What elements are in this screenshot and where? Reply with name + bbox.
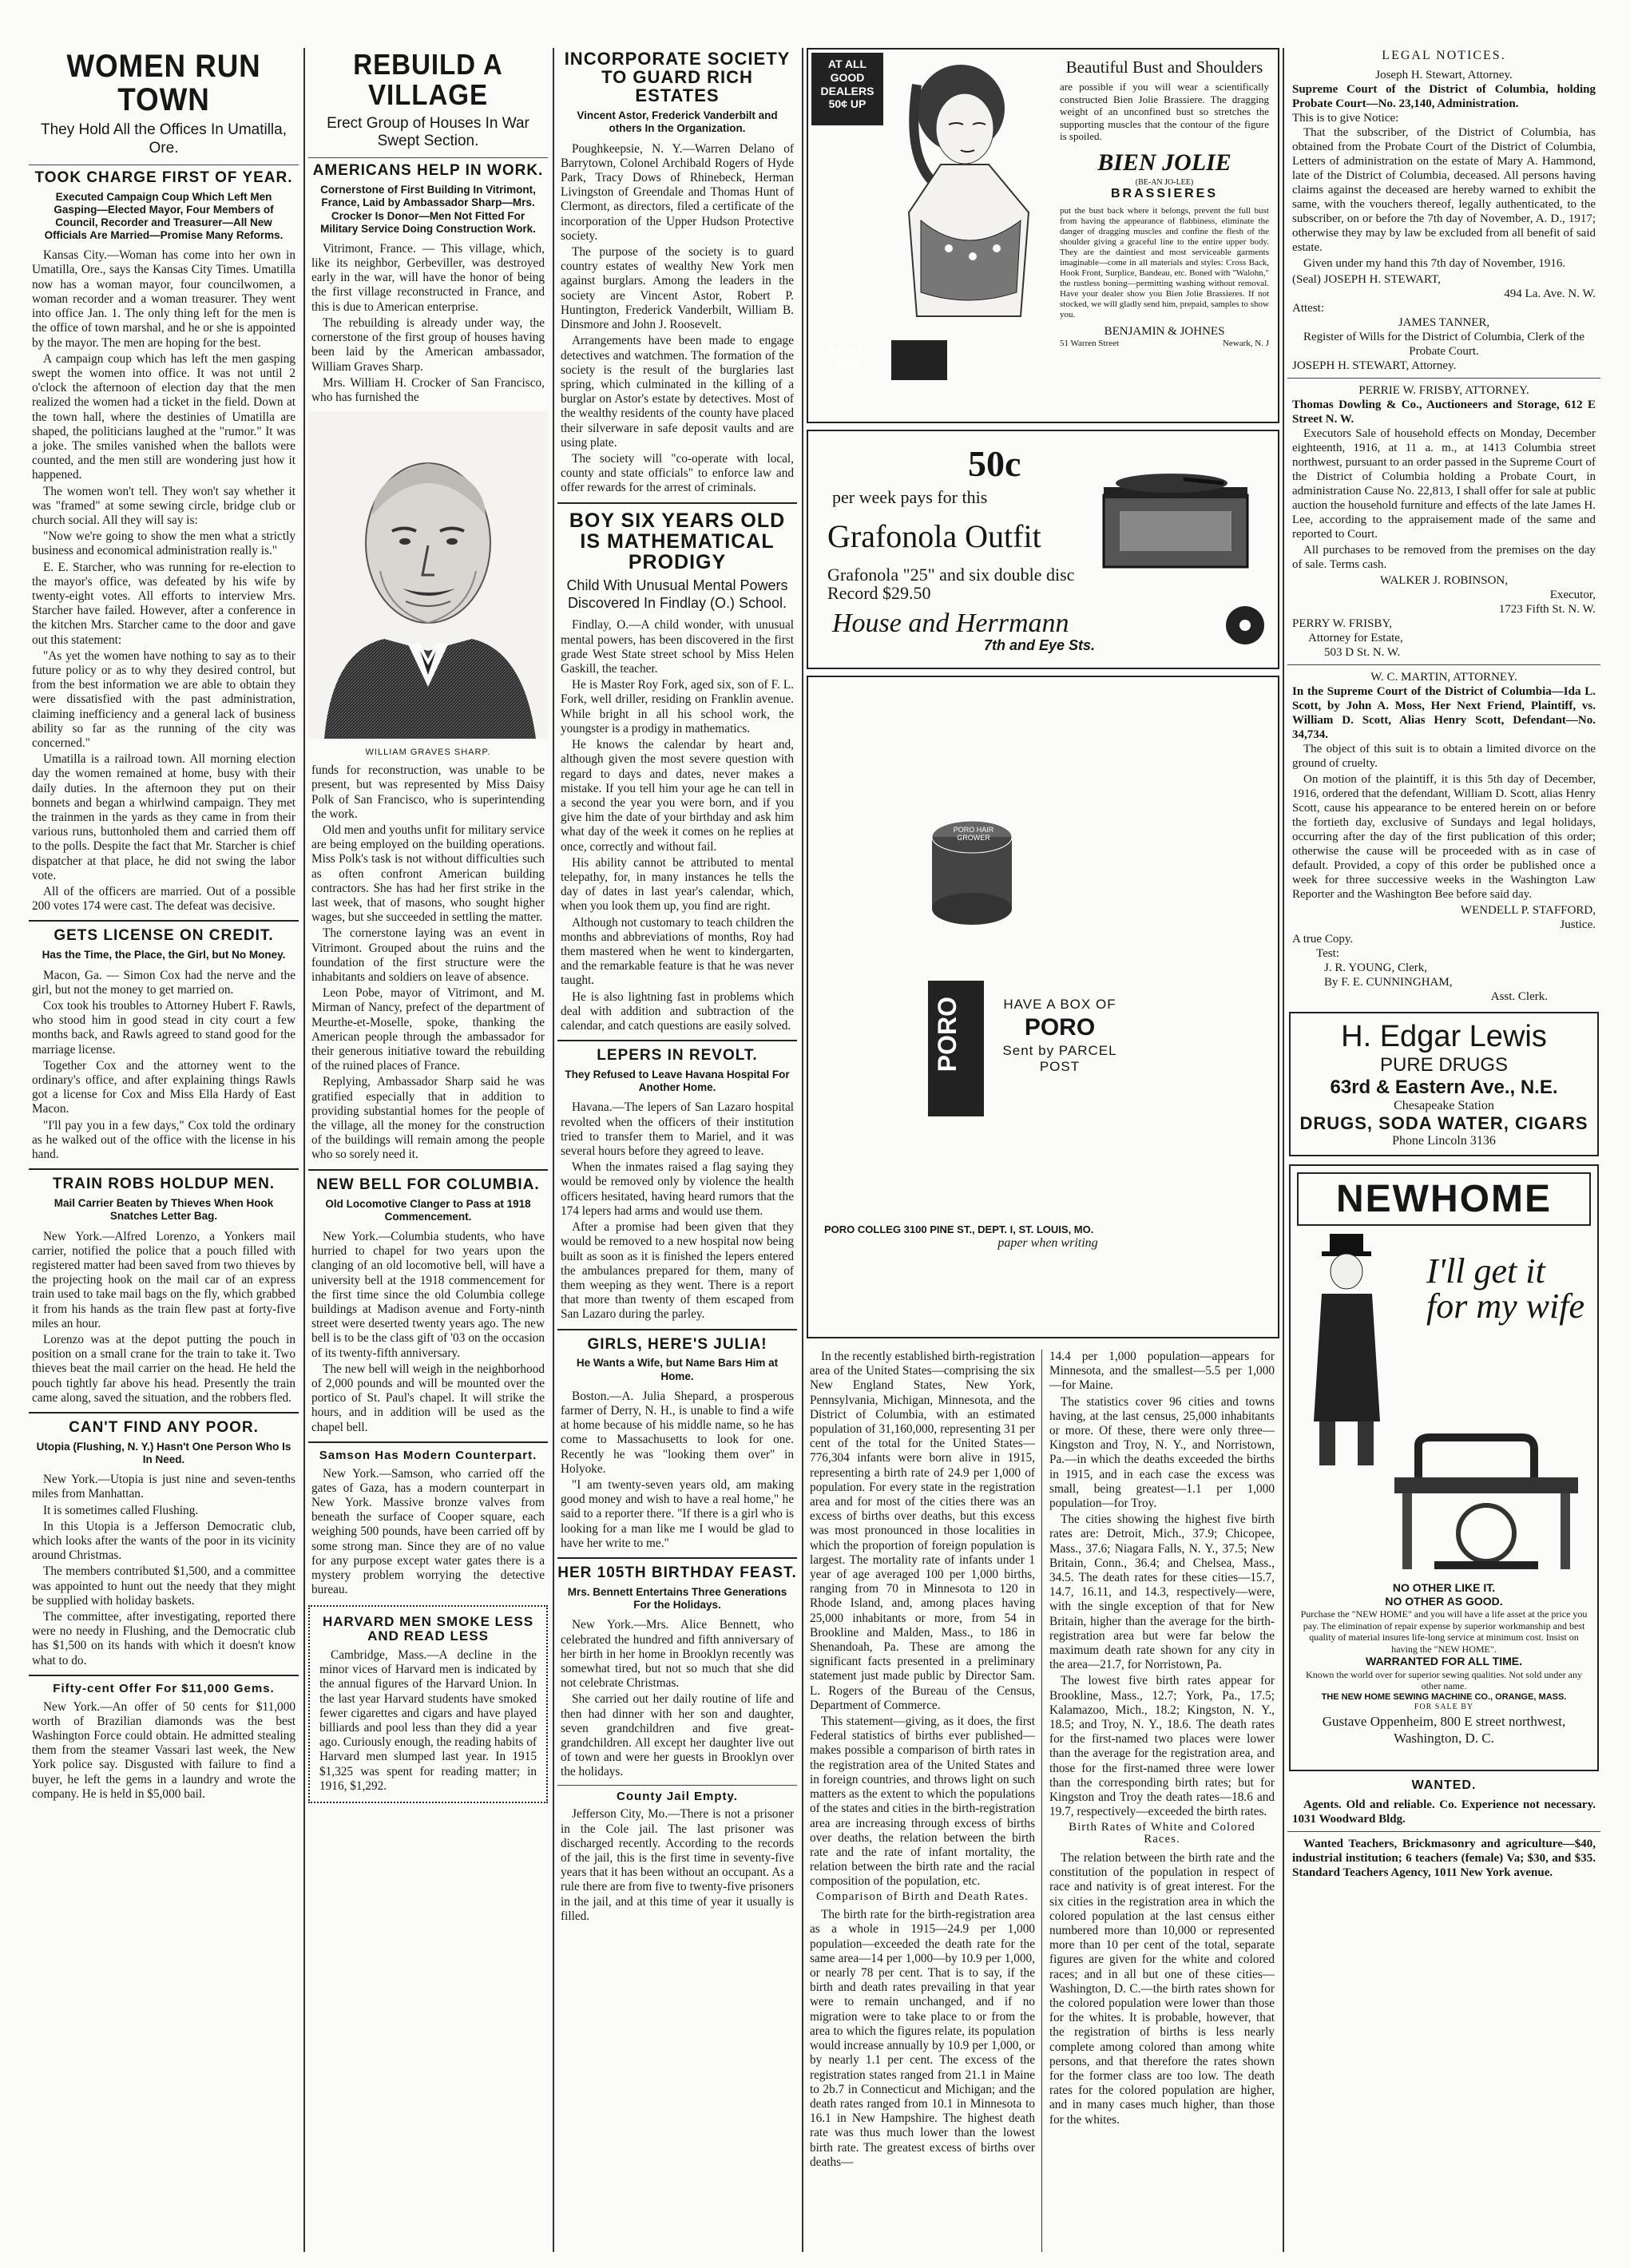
- headline-harvard: HARVARD MEN SMOKE LESS AND READ LESS: [322, 1614, 534, 1644]
- wanted-agents-text: Agents. Old and reliable. Co. Experience not necessary. 1031 Woodward Bldg.: [1292, 1798, 1596, 1826]
- article-samson: [311, 1467, 545, 1598]
- notice-stewart: [1292, 68, 1596, 373]
- ad-benjamin-johnes: BENJAMIN & JOHNES: [1104, 324, 1225, 338]
- notice-line: By F. E. CUNNINGHAM,: [1324, 975, 1453, 989]
- subhead-girls-julia: He Wants a Wife, but Name Bars Him at Home.: [576, 1357, 779, 1382]
- man-illustration: [1302, 1230, 1390, 1469]
- article-new-bell: [311, 1230, 545, 1435]
- box-harvard: [308, 1605, 548, 1803]
- notice-line: PERRIE W. FRISBY, ATTORNEY.: [1358, 383, 1529, 397]
- lewis-address: 63rd & Eastern Ave., N.E.: [1330, 1076, 1558, 1098]
- ad-bust-copy-2: put the bust back where it belongs, prevent the full bust from having the appearance of flabbiness, eliminate the danger of dragging muscles and confine the flesh of the shoulder giving a graceful line to the entire upper body. They are the daintiest and most serviceable garments imaginable—come in all materials and styles: Cross Back, Hook Front, Surplice, Bandeau, etc. Boned with "Walohn," the rustless boning—permitting washing without removal. Have your dealer show you Bien Jolie Brassieres. If not stocked, we will gladly send him, prepaid, samples to show you.: [1060, 205, 1269, 319]
- ad-bust-street: 51 Warren Street: [1060, 338, 1120, 348]
- ad-bien-jolie-brand: BIEN JOLIE: [1097, 149, 1231, 176]
- paragraph: The new bell will weigh in the neighborhood of 2,000 pounds and will be mounted over the portico of St. Paul's chapel. It will strike the hours, and in addition will be used as the chapel bell.: [311, 1362, 545, 1434]
- notice-frisby: [1292, 383, 1596, 660]
- paragraph: His ability cannot be attributed to mental telepathy, for, in many instances he tells the day of dates in last year's calendar, which, when you look them up, you find are right.: [561, 855, 794, 914]
- portrait-william-graves-sharp: [308, 411, 548, 757]
- new-home-purchase-copy: Purchase the "NEW HOME" and you will have a life asset at the price you pay. The elimination of repair expense by superior workmanship and best quality of material insures life-long service at minimum cost. Insist on having the "NEW HOME".: [1300, 1608, 1588, 1655]
- ad-brassieres-label: BRASSIERES: [1110, 186, 1219, 200]
- ad-grafonola-per-week: per week pays for this: [832, 487, 988, 507]
- notice-line: (Seal) JOSEPH H. STEWART,: [1292, 272, 1441, 286]
- poro-address: PORO COLLEG 3100 PINE ST., DEPT. I, ST. LOUIS, MO.: [824, 1223, 1094, 1235]
- article-rebuild-village-cont: [311, 763, 545, 1162]
- deck-rebuild-village: Erect Group of Houses In War Swept Section.: [327, 114, 529, 150]
- subhead-white-colored: Birth Rates of White and Colored Races.: [1069, 1820, 1255, 1846]
- headline-rebuild-village: REBUILD A VILLAGE: [353, 48, 503, 111]
- article-lepers: [561, 1100, 794, 1322]
- ad-bien-jolie: [807, 48, 1279, 423]
- notice-line: 503 D St. N. W.: [1324, 645, 1401, 659]
- paragraph: The society will "co-operate with local, county and state officials" to enforce law and offer rewards for the arrest of criminals.: [561, 451, 794, 495]
- headline-new-bell: NEW BELL FOR COLUMBIA.: [316, 1176, 540, 1193]
- lewis-name: H. Edgar Lewis: [1341, 1019, 1547, 1053]
- article-harvard: [319, 1648, 537, 1794]
- ad-bust-copy: are possible if you will wear a scientifically constructed Bien Jolie Brassiere. The dragging weight of an unconfined bust so stretches the supporting muscles that the contour of the figure is spoiled.: [1060, 81, 1269, 143]
- paragraph: The birth rate for the birth-registration area as a whole in 1915—24.9 per 1,000 population—exceeded the death rate for the same area—14 per 1,000—by 10.9 per 1,000, or nearly 78 per cent. That is to say, if the birth and death rates prevailing in that year were to remain unchanged, and if no migration were to take place to or from the area to which the figures relate, its population would increase annually by 10.9 per 1,000, or by nearly 1.1 per cent. The excess of the registration states ranged from 21.1 in Maine to 2b.7 in Connecticut and Michigan; and the death rates ranged from 10.1 in Minnesota to 16.1 in New Hampshire. The highest death rate was thus much lower than the lowest birth rate. The greatest excess of births over deaths—: [810, 1908, 1035, 2169]
- notice-line: Justice.: [1560, 918, 1596, 931]
- paragraph: Macon, Ga. — Simon Cox had the nerve and the girl, but not the money to get married on.: [32, 968, 295, 997]
- notice-line: In the Supreme Court of the District of Columbia—Ida L. Scott, by John A. Moss, Her Next Friend, Plaintiff, vs. William D. Scott, Alias Henry Scott, Defendant—No. 34,734.: [1292, 684, 1596, 741]
- poro-brand: PORO: [1024, 1014, 1096, 1041]
- paragraph: New York.—An offer of 50 cents for $11,000 worth of Brazilian diamonds was the best Washington Force could obtain. He admitted stealing them from the steamer Vassari last week, the New York police say. Disgusted with failure to find a buyer, he left the gems in a laundry and wrote the company. He is held in $5,000 bail.: [32, 1699, 295, 1801]
- notice-line: PERRY W. FRISBY,: [1292, 617, 1393, 630]
- headline-train-robs: TRAIN ROBS HOLDUP MEN.: [52, 1176, 276, 1193]
- ad-bust-address: [1060, 339, 1269, 348]
- sewing-machine-icon: [1386, 1429, 1586, 1573]
- notice-line: JOSEPH H. STEWART, Attorney.: [1292, 359, 1457, 372]
- paragraph: New York.—Columbia students, who have hurried to chapel for two years upon the clanging of an old locomotive bell, will have a university bell at the 1918 commencement for the first time since the old Columbia college buildings at Madison avenue and Forty-ninth street were deserted twenty years ago. The new bell is to be the class gift of '03 on the occasion of its twenty-fifth anniversary.: [311, 1229, 545, 1360]
- new-home-dealer: Gustave Oppenheim, 800 E street northwest, Washington, D. C.: [1322, 1714, 1566, 1747]
- notice-line: Supreme Court of the District of Columbia, holding Probate Court—No. 23,140, Administration.: [1292, 82, 1596, 110]
- notice-line: Attest:: [1292, 301, 1324, 315]
- ad-woman-illustration: [885, 53, 1053, 404]
- paragraph: He is Master Roy Fork, aged six, son of F. L. Fork, well driller, residing on Franklin avenue. While bright in all his school work, the youngster is a prodigy in mathematics.: [561, 678, 794, 736]
- poro-tin-label: PORO HAIR GROWER: [953, 826, 994, 842]
- lewis-drugs-soda: DRUGS, SODA WATER, CIGARS: [1299, 1112, 1588, 1133]
- paragraph: Umatilla is a railroad town. All morning election day the women remained at home, busy with their daily duties. In the afternoon they put on their bonnets and began a whirlwind campaign. They met the trainmen in the yards as they came in from their various runs, buttonholed them and carried them off to the polls. Despite the fact that Mr. Starcher is chief dispatcher at that place, he did not swing the labor vote.: [32, 752, 295, 882]
- paragraph: The statistics cover 96 cities and towns having, at the last census, 25,000 inhabitants or more. Of these, there were only three—Kingston and Troy, N. Y., and Norristown, Pa.—in which the deaths exceeded the births in 1915, and in each case the excess was small, being greatest—1.1 per 1,000 population—for Troy.: [1049, 1394, 1275, 1511]
- paragraph: The committee, after investigating, reported there were no needy in Flushing, and the Democratic club has $1,500 on its hands with which it doesn't know what to do.: [32, 1610, 295, 1667]
- legal-notices-title: LEGAL NOTICES.: [1382, 49, 1506, 62]
- article-women-run-town: [32, 248, 295, 914]
- headline-fifty-cent-offer: Fifty-cent Offer For $11,000 Gems.: [53, 1681, 275, 1695]
- paragraph: Replying, Ambassador Sharp said he was gratified especially that in addition to providing substantial homes for the people of the village, all the money for the construction of the buildings will remain among the people who so sorely need it.: [311, 1075, 545, 1162]
- paragraph: Poughkeepsie, N. Y.—Warren Delano of Barrytown, Colonel Archibald Rogers of Hyde Park, Tracy Dows of Rhinebeck, Herman Livingston of Greendale and Thomas Hunt of Clermont, as directors, filed a certificate of the incorporation of the Upper Hudson Protective society.: [561, 141, 794, 243]
- subhead-105th-birthday: Mrs. Bennett Entertains Three Generations For the Holidays.: [567, 1586, 787, 1612]
- paragraph: Havana.—The lepers of San Lazaro hospital revolted when the officers of their institution tried to transfer them to Mariel, and it was several hours before they agreed to leave.: [561, 1100, 794, 1159]
- ad-style-number: STYLE 4525: [828, 345, 865, 371]
- notice-line: WALKER J. ROBINSON,: [1379, 573, 1508, 587]
- notice-line: Executor,: [1549, 588, 1596, 601]
- paragraph: All of the officers are married. Out of a possible 200 votes 174 were cast. The defeat was decisive.: [32, 885, 295, 914]
- paragraph: "Now we're going to show the men what a strictly business and economical administration really is.": [32, 529, 295, 558]
- subhead-cant-find-poor: Utopia (Flushing, N. Y.) Hasn't One Person Who Is In Need.: [36, 1440, 291, 1466]
- paragraph: It is sometimes called Flushing.: [43, 1503, 199, 1517]
- headline-cant-find-poor: CAN'T FIND ANY POOR.: [69, 1418, 259, 1436]
- notice-line: Given under my hand this 7th day of November, 1916.: [1303, 256, 1566, 270]
- notice-line: Thomas Dowling & Co., Auctioneers and Storage, 612 E Street N. W.: [1292, 398, 1596, 426]
- ad-grafonola-offer: Grafonola "25" and six double disc Record $29.50: [827, 565, 1075, 604]
- paragraph: "I am twenty-seven years old, am making good money and wish to have a real home," he said to a reporter there. "If there is a girl who is looking for a man like me I would be glad to have her write to me.": [561, 1478, 794, 1550]
- new-home-slogan: I'll get it for my wife: [1426, 1251, 1584, 1326]
- article-girls-julia: [561, 1390, 794, 1551]
- portrait-engraving: [308, 411, 548, 739]
- paragraph: Together Cox and the attorney went to the ordinary's office, and after explaining things Rawls got a license for Cox and Miss Ella Hardy of East Macon.: [32, 1058, 295, 1116]
- article-boy-prodigy: [561, 618, 794, 1033]
- paragraph: 14.4 per 1,000 population—appears for Minnesota, and the smallest—5.5 per 1,000—for Maine.: [1049, 1350, 1275, 1393]
- ad-bust-title: Beautiful Bust and Shoulders: [1065, 57, 1263, 77]
- ad-poro: [807, 676, 1279, 1338]
- deck-incorporate-society: Vincent Astor, Frederick Vanderbilt and others In the Organization.: [577, 109, 778, 135]
- poro-note: paper when writing: [997, 1236, 1098, 1250]
- paragraph: Findlay, O.—A child wonder, with unusual mental powers, has been discovered in the first grade West State street school by Miss Helen Gaskill, the teacher.: [561, 618, 794, 676]
- headline-boy-prodigy: BOY SIX YEARS OLD IS MATHEMATICAL PRODIGY: [569, 509, 786, 574]
- ad-new-home: [1289, 1164, 1599, 1771]
- paragraph: Kansas City.—Woman has come into her own in Umatilla, Ore., says the Kansas City Times. Umatilla now has a woman mayor, four councilwomen, a woman recorder and a woman treasurer. They went into office Jan. 1. The only thing left for the men is the office of town marshal, and he or she is appointed by the mayor. The men are hoping for the best.: [32, 248, 295, 350]
- paragraph: The purpose of the society is to guard country estates of wealthy New York men against burglars. Among the leaders in the society are Vincent Astor, Robert P. Huntington, Frederick Vanderbilt, William B. Dinsmore and John J. Roosevelt.: [561, 245, 794, 332]
- paragraph: Vitrimont, France. — This village, which, like its neighbor, Gerbeviller, was destroyed early in the war, will have the honor of being the first village reconstructed in France, and this is due to American enterprise.: [311, 241, 545, 314]
- ads-area: [807, 48, 1279, 1342]
- notice-line: On motion of the plaintiff, it is this 5th day of December, 1916, ordered that the defendant, William D. Scott, alias Henry Scott, cause his appearance to be entered herein on or before the fortieth day, exclusive of Sundays and legal holidays, occurring after the day of the first publication of this order; otherwise the cause will be proceeded with as in case of default. Provided, a copy of this order be published once a week for three successive weeks in the Washington Law Reporter and the Washington Bee before said day.: [1292, 772, 1596, 901]
- notice-line: WENDELL P. STAFFORD,: [1460, 903, 1596, 917]
- ad-bien-jolie-pronunciation: (BE-AN JO-LEE): [1135, 177, 1194, 187]
- headline-gets-license: GETS LICENSE ON CREDIT.: [54, 927, 274, 945]
- article-incorporate-society: [561, 142, 794, 496]
- wanted-teachers: [1292, 1837, 1596, 1880]
- paragraph: Lorenzo was at the depot putting the pouch in position on a small crane for the train to take it. Two thieves beat the mail carrier on the head. He held the pouch tightly far above his head. Presently the train came along, saved the situation, and the robbers fled.: [32, 1332, 295, 1405]
- ad-dealers-badge: AT ALL GOOD DEALERS 50¢ UP: [811, 53, 883, 125]
- paragraph: The rebuilding is already under way, the cornerstone of the first group of houses having been laid by the American ambassador, William Graves Sharp.: [311, 315, 545, 374]
- paragraph: "I'll pay you in a few days," Cox told the ordinary as he walked out of the office with the license in his hand.: [32, 1118, 295, 1161]
- paragraph: Although not customary to teach children the months and abbreviations of months, Roy had them mastered when he went to kindergarten, and the remarkable feature is that he was never taught.: [561, 915, 794, 988]
- article-train-robs: [32, 1230, 295, 1406]
- portrait-caption: WILLIAM GRAVES SHARP.: [365, 747, 491, 758]
- paragraph: The members contributed $1,500, and a committee was appointed to hunt out the needy that they might be supplied with holiday baskets.: [32, 1564, 295, 1608]
- birth-statistics-part-2: [1046, 1350, 1278, 2252]
- paragraph: funds for reconstruction, was unable to be present, but was represented by Miss Daisy Polk of San Francisco, who is superintending the work.: [311, 763, 545, 821]
- ad-house-herrmann-address: 7th and Eye Sts.: [984, 637, 1096, 653]
- paragraph: Old men and youths unfit for military service are being employed on the building operations. Miss Polk's task is not without difficulties such as often confront American building contractors. She has had her first strike in the last week, that of masons, who sought higher wages, but she succeeded in settling the matter.: [311, 823, 545, 925]
- notice-line: JAMES TANNER,: [1398, 315, 1490, 329]
- deck-women-run-town: They Hold All the Offices In Umatilla, Ore.: [41, 121, 287, 157]
- paragraph: The cities showing the highest five birth rates are: Detroit, Mich., 37.9; Chicopee, Mass., 37.6; Niagara Falls, N. Y., 37.5; New Britain, Conn., 36.4; and Chelsea, Mass., 34.5. The death rates for these cities—15.7, 14.7, 16.11, and 14.3, respectively—were, with the single exception of that for New Britain, higher than the average for the birth-registration area but were far below the maximum death rate shown for any city in the area—21.7, for Norristown, Pa.: [1049, 1513, 1275, 1672]
- ad-grafonola-price: 50c: [968, 443, 1021, 484]
- wanted-title: WANTED.: [1411, 1778, 1477, 1792]
- article-105th-birthday: [561, 1618, 794, 1779]
- notice-line: That the subscriber, of the District of Columbia, has obtained from the Probate Court of the District of Columbia, Letters of administration on the estate of Mary A. Hammond, late of the District of Columbia, deceased. All persons having claims against the deceased are hereby warned to exhibit the same, with the vouchers thereof, legally authenticated, to the subscriber, on or before the 7th day of November, A. D., 1917; otherwise they may by law be excluded from all benefit of said estate.: [1292, 125, 1596, 254]
- headline-county-jail: County Jail Empty.: [617, 1789, 738, 1803]
- lewis-phone: Phone Lincoln 3136: [1392, 1133, 1496, 1148]
- poro-ad-copy: [1000, 997, 1120, 1075]
- paragraph: "As yet the women have nothing to say as to their future policy or as to why they desired control, but from the best information we are able to obtain they were dissatisfied with the past administration, claiming inefficiency and a general lack of business ability so far as the running of the city was concerned.": [32, 648, 295, 750]
- paragraph: The women won't tell. They won't say whether it was "framed" at some sewing circle, bridge club or church social. All they will say is:: [32, 484, 295, 527]
- summary-women-run-town: Executed Campaign Coup Which Left Men Gasping—Elected Mayor, Four Members of Council, Recorder and Treasurer—All New Officials Are Married—Promise Many Reforms.: [44, 190, 284, 242]
- headline-lepers: LEPERS IN REVOLT.: [597, 1047, 758, 1065]
- summary-rebuild-village: Cornerstone of First Building In Vitrimont, France, Laid by Ambassador Sharp—Mrs. Crocker Is Donor—Men Not Fitted For Military Service Doing Construction Work.: [320, 184, 536, 235]
- paragraph: In this Utopia is a Jefferson Democratic club, which looks after the wants of the poor in its vicinity around Christmas.: [32, 1519, 295, 1563]
- article-county-jail: [561, 1807, 794, 1924]
- article-gets-license: [32, 969, 295, 1163]
- article-fifty-cent-offer: [32, 1700, 295, 1802]
- new-home-warranted: WARRANTED FOR ALL TIME.: [1366, 1655, 1522, 1668]
- notice-line: The object of this suit is to obtain a limited divorce on the ground of cruelty.: [1292, 742, 1596, 770]
- wanted-teachers-text: Wanted Teachers, Brickmasonry and agriculture—$40, industrial institution; 6 teachers (female) Va; $30, and $35. Standard Teachers Agency, 1011 New York avenue.: [1292, 1837, 1596, 1879]
- paragraph: Leon Pobe, mayor of Vitrimont, and M. Mirman of Nancy, prefect of the department of Meurthe-et-Moselle, spoke, thanking the American people through the ambassador for their generous initiative toward the rebuilding of the ruined places of France.: [311, 986, 545, 1073]
- ad-house-herrmann: House and Herrmann: [832, 609, 1069, 638]
- notice-line: Joseph H. Stewart, Attorney.: [1375, 68, 1513, 81]
- ad-bien-jolie-copy: [1060, 57, 1269, 348]
- new-home-no-other: NO OTHER LIKE IT.: [1392, 1580, 1496, 1594]
- headline-incorporate-society: INCORPORATE SOCIETY TO GUARD RICH ESTATES: [564, 49, 791, 106]
- paragraph: Arrangements have been made to engage detectives and watchmen. The formation of the society is the result of the burglaries last spring, which culminated in the killing of a burglar on Astor's estate by detectives. Most of the wealthy residents of the county have placed their silverware in safe deposit vaults and are using plate.: [561, 334, 794, 450]
- paragraph: He is also lightning fast in problems which deal with addition and subtraction of the calendar, and catch questions are easily solved.: [561, 989, 794, 1033]
- new-home-known-copy: Known the world over for superior sewing qualities. Not sold under any other name.: [1306, 1668, 1582, 1692]
- paragraph: Cambridge, Mass.—A decline in the minor vices of Harvard men is indicated by the annual figures of the Harvard Union. In the last year Harvard students have smoked fewer cigarettes and cigars and have played billiards and pool less than they did a year ago. Curiously enough, the reading habits of Harvard men slumped last year. In 1915 $1,325 was spent for reading matter; in 1916, $1,292.: [319, 1648, 537, 1793]
- ad-grafonola: [807, 430, 1279, 669]
- lewis-station: Chesapeake Station: [1394, 1098, 1494, 1112]
- subhead-took-charge: TOOK CHARGE FIRST OF YEAR.: [34, 169, 293, 186]
- paragraph: This statement—giving, as it does, the first Federal statistics of births ever published—makes possible a comparison of birth rates in the registration area of the United States and in foreign countries, and throws light on such matters as the extent to which the populations of the states and cities in the birth-registration area are increasing through excess of births over deaths, the relation between the birth rate and the rate of infant mortality, the relation between the birth rate and the racial composition of the population, etc.: [810, 1715, 1035, 1889]
- poro-parcel-post: Sent by PARCEL POST: [1002, 1043, 1117, 1074]
- notice-line: Test:: [1316, 946, 1339, 960]
- notice-line: 1723 Fifth St. N. W.: [1498, 602, 1596, 616]
- headline-women-run-town: WOMEN RUN TOWN: [66, 49, 261, 117]
- paragraph: New York.—Samson, who carried off the gates of Gaza, has a modern counterpart in New York. Massive bronze valves from beneath the surface of Cooper square, each weighing 500 pounds, have been carried off by some strong man. Since they are of no value for any purpose except water gates there is a mystery problem worrying the detective bureau.: [311, 1466, 545, 1597]
- paragraph: New York.—Mrs. Alice Bennett, who celebrated the hundred and fifth anniversary of her birth in her home in Brooklyn recently was somewhat tired, but not so much that she did not celebrate Christmas.: [561, 1618, 794, 1691]
- subhead-comparison: Comparison of Birth and Death Rates.: [816, 1889, 1029, 1903]
- paragraph: Boston.—A. Julia Shepard, a prosperous farmer of Derry, N. H., is unable to find a wife at home because of his middle name, so he has come to Massachusetts to look for one. Recently he was "looking them over" in Holyoke.: [561, 1389, 794, 1476]
- new-home-brand: NEWHOME: [1297, 1172, 1591, 1226]
- subhead-americans-help: AMERICANS HELP IN WORK.: [312, 162, 544, 180]
- paragraph: E. E. Starcher, who was running for re-election to the mayor's office, was defeated by his wife by twenty-eight votes. All efforts to interview Mrs. Starcher have failed. However, after a conference in the kitchen Mrs. Starcher came to the door and gave out this statement:: [32, 560, 295, 647]
- paragraph: Jefferson City, Mo.—There is not a prisoner in the Cole jail. The last prisoner was discharged recently. According to the records of the jail, this is the first time in seventy-five years that it has been without an occupant. As a rule there are from five to twenty-five prisoners in the jail, and at this time of year it usually is filled.: [561, 1807, 794, 1923]
- paragraph: A campaign coup which has left the men gasping swept the women into office. It was not until 2 o'clock the afternoon of election day that the men realized the women had a ticket in the field. Down at the town hall, where the destinies of Umatilla are shaped, the politicians laughed at the "rumor." It was a joke. The smiles vanished when the ballots were counted, and the men still are wondering just how it happened.: [32, 351, 295, 482]
- paragraph: New York.—Alfred Lorenzo, a Yonkers mail carrier, notified the police that a pouch filled with registered matter had been saved from two thieves by the projecting hook on the mail car of an express train used to take mail bags on the fly, which grabbed it from his hands as the train flew past at forty-five miles an hour.: [32, 1229, 295, 1330]
- subhead-boy-prodigy: Child With Unusual Mental Powers Discovered In Findlay (O.) School.: [566, 577, 788, 611]
- paragraph: Cox took his troubles to Attorney Hubert F. Rawls, who stood him in good stead in city court a few months back, and Rawls agreed to stand good for the marriage license.: [32, 998, 295, 1057]
- birth-statistics-part-1: [807, 1350, 1038, 2252]
- notice-line: 494 La. Ave. N. W.: [1504, 287, 1596, 300]
- paragraph: Mrs. William H. Crocker of San Francisco, who has furnished the: [311, 375, 545, 404]
- headline-105th-birthday: HER 105TH BIRTHDAY FEAST.: [557, 1564, 797, 1582]
- notice-line: J. R. YOUNG, Clerk,: [1324, 961, 1428, 974]
- subhead-lepers: They Refused to Leave Havana Hospital For Another Home.: [565, 1069, 790, 1094]
- notice-line: All purchases to be removed from the premises on the day of sale. Terms cash.: [1292, 543, 1596, 571]
- paragraph: In the recently established birth-registration area of the United States—comprising the six New England States, New York, Pennsylvania, Michigan, Minnesota, and the District of Columbia, with an estimated population of 31,160,000, representing 31 per cent of the total for the United States—776,304 infants were born alive in 1915, representing a birth rate of 24.9 per 1,000 of population. For every state in the registration area and for most of the cities there was an excess of births over deaths, but this excess was most pronounced in those localities in which the proportion of foreign population is largest. The mortality rate of infants under 1 year of age averaged 100 per 1,000 births, ranging from 70 in Minnesota to 120 in Rhode Island, and, among places having 25,000 inhabitants or more, from 54 in Brookline and Malden, Mass., to 186 in Shenandoah, Pa. These are among the significant facts presented in a preliminary statement just made public by Director Sam. L. Rogers of the Bureau of the Census, Department of Commerce.: [810, 1350, 1035, 1712]
- lewis-pure-drugs: PURE DRUGS: [1379, 1053, 1509, 1076]
- new-home-company: THE NEW HOME SEWING MACHINE CO., ORANGE, MASS.: [1321, 1691, 1567, 1702]
- headline-samson: Samson Has Modern Counterpart.: [319, 1448, 537, 1462]
- ad-grafonola-title: Grafonola Outfit: [827, 518, 1041, 554]
- notice-line: Register of Wills for the District of Columbia, Clerk of the Probate Court.: [1303, 330, 1584, 358]
- notice-line: A true Copy.: [1292, 932, 1354, 946]
- paragraph: He knows the calendar by heart and, although given the most severe question with regard to days and dates, never makes a mistake. If you tell him your age he can tell in a second the year you were born, and if you give him the date of your birthday and ask him what day of the week it comes on he replies at once, correctly and without fail.: [561, 738, 794, 854]
- notice-line: W. C. MARTIN, ATTORNEY.: [1370, 670, 1517, 684]
- paragraph: She carried out her daily routine of life and then had dinner with her son and daughter, seven grandchildren and five great-grandchildren. All except her daughter live out of town and were her guests in Brooklyn over the holidays.: [561, 1692, 794, 1779]
- new-home-copy: [1299, 1581, 1589, 1747]
- columbia-record-icon: [1223, 604, 1267, 647]
- subhead-gets-license: Has the Time, the Place, the Girl, but No Money.: [42, 949, 286, 962]
- new-home-as-good: NO OTHER AS GOOD.: [1385, 1594, 1503, 1608]
- paragraph: The lowest five birth rates appear for Brookline, Mass., 12.7; York, Pa., 17.5; Kalamazoo, Mich., 18.2; Kingston, N. Y., 18.5; and Troy, N. Y., 18.6. The death rates for the first-named two places were lower than the average for the registration area, and those for the first-named three were lower than the corresponding birth rates; but for Kingston and Troy the death rates—18.6 and 19.7, respectively—exceeded the birth rates.: [1049, 1674, 1275, 1819]
- notice-line: This is to give Notice:: [1292, 111, 1399, 125]
- subhead-train-robs: Mail Carrier Beaten by Thieves When Hook Snatches Letter Bag.: [54, 1197, 274, 1223]
- grafonola-icon: [1096, 447, 1255, 575]
- notice-line: Asst. Clerk.: [1490, 989, 1548, 1003]
- column-2: [308, 48, 548, 2252]
- notice-line: Attorney for Estate,: [1308, 631, 1403, 644]
- article-cant-find-poor: [32, 1473, 295, 1668]
- ad-bust-city: Newark, N. J: [1222, 338, 1269, 348]
- article-rebuild-village: [311, 242, 545, 405]
- poro-have-a-box: HAVE A BOX OF: [1003, 997, 1116, 1012]
- subhead-new-bell: Old Locomotive Clanger to Pass at 1918 Commencement.: [325, 1197, 531, 1223]
- paragraph: After a promise had been given that they would be removed to a new hospital now being built as soon as it is finished the lepers entered the ambulances prepared for them, many of them weeping as they went. There is a report that more than twenty of them escaped from San Lazaro during the parley.: [561, 1220, 794, 1322]
- notice-line: Executors Sale of household effects on Monday, December eighteenth, 1916, at 11 a. m., at 1413 Columbia street northwest, pursuant to an order passed in the Supreme Court of the District of Columbia holding a Probate Court, in administration Cause No. 22,813, I shall offer for sale at public auction the household furniture and effects of the late James H. Lee, according to the appraisement made of the same and reported to Court.: [1292, 426, 1596, 541]
- ad-h-edgar-lewis: [1289, 1012, 1599, 1156]
- column-6: [1287, 48, 1600, 2252]
- wanted-agents: [1292, 1798, 1596, 1826]
- paragraph: The cornerstone laying was an event in Vitrimont. Grouped about the ruins and the foundation of the first structure were the inhabitants and soldiers on leave of absence.: [311, 926, 545, 984]
- poro-box-name: PORO: [933, 997, 962, 1073]
- paragraph: When the inmates raised a flag saying they would be removed only by violence the health officers hesitated, having heard rumors that the 174 lepers had arms and would use them.: [561, 1160, 794, 1218]
- column-3: [557, 48, 797, 2252]
- new-home-for-sale-by: FOR SALE BY: [1414, 1703, 1474, 1712]
- notice-martin: [1292, 670, 1596, 1004]
- headline-girls-julia: GIRLS, HERE'S JULIA!: [587, 1335, 767, 1353]
- column-1: [29, 48, 299, 2252]
- paragraph: The relation between the birth rate and the constitution of the population in respect of race and nativity is of great interest. For the six cities in the registration area in which the colored population at the last census either numbered more than 10,000 or represented more than 10 per cent of the total, separate figures are given for the white and colored races; and in all but one of these cities—Washington, D. C.—the birth rates shown for the colored population were lower than those for the whites. It is probable, however, that the registration of births is less nearly complete among colored than among white persons, and that therefore the rates shown for the former class are too low. The death rates for the colored population are higher, and in many cases much higher, than those for the whites.: [1049, 1851, 1275, 2127]
- paragraph: New York.—Utopia is just nine and seven-tenths miles from Manhattan.: [32, 1473, 295, 1501]
